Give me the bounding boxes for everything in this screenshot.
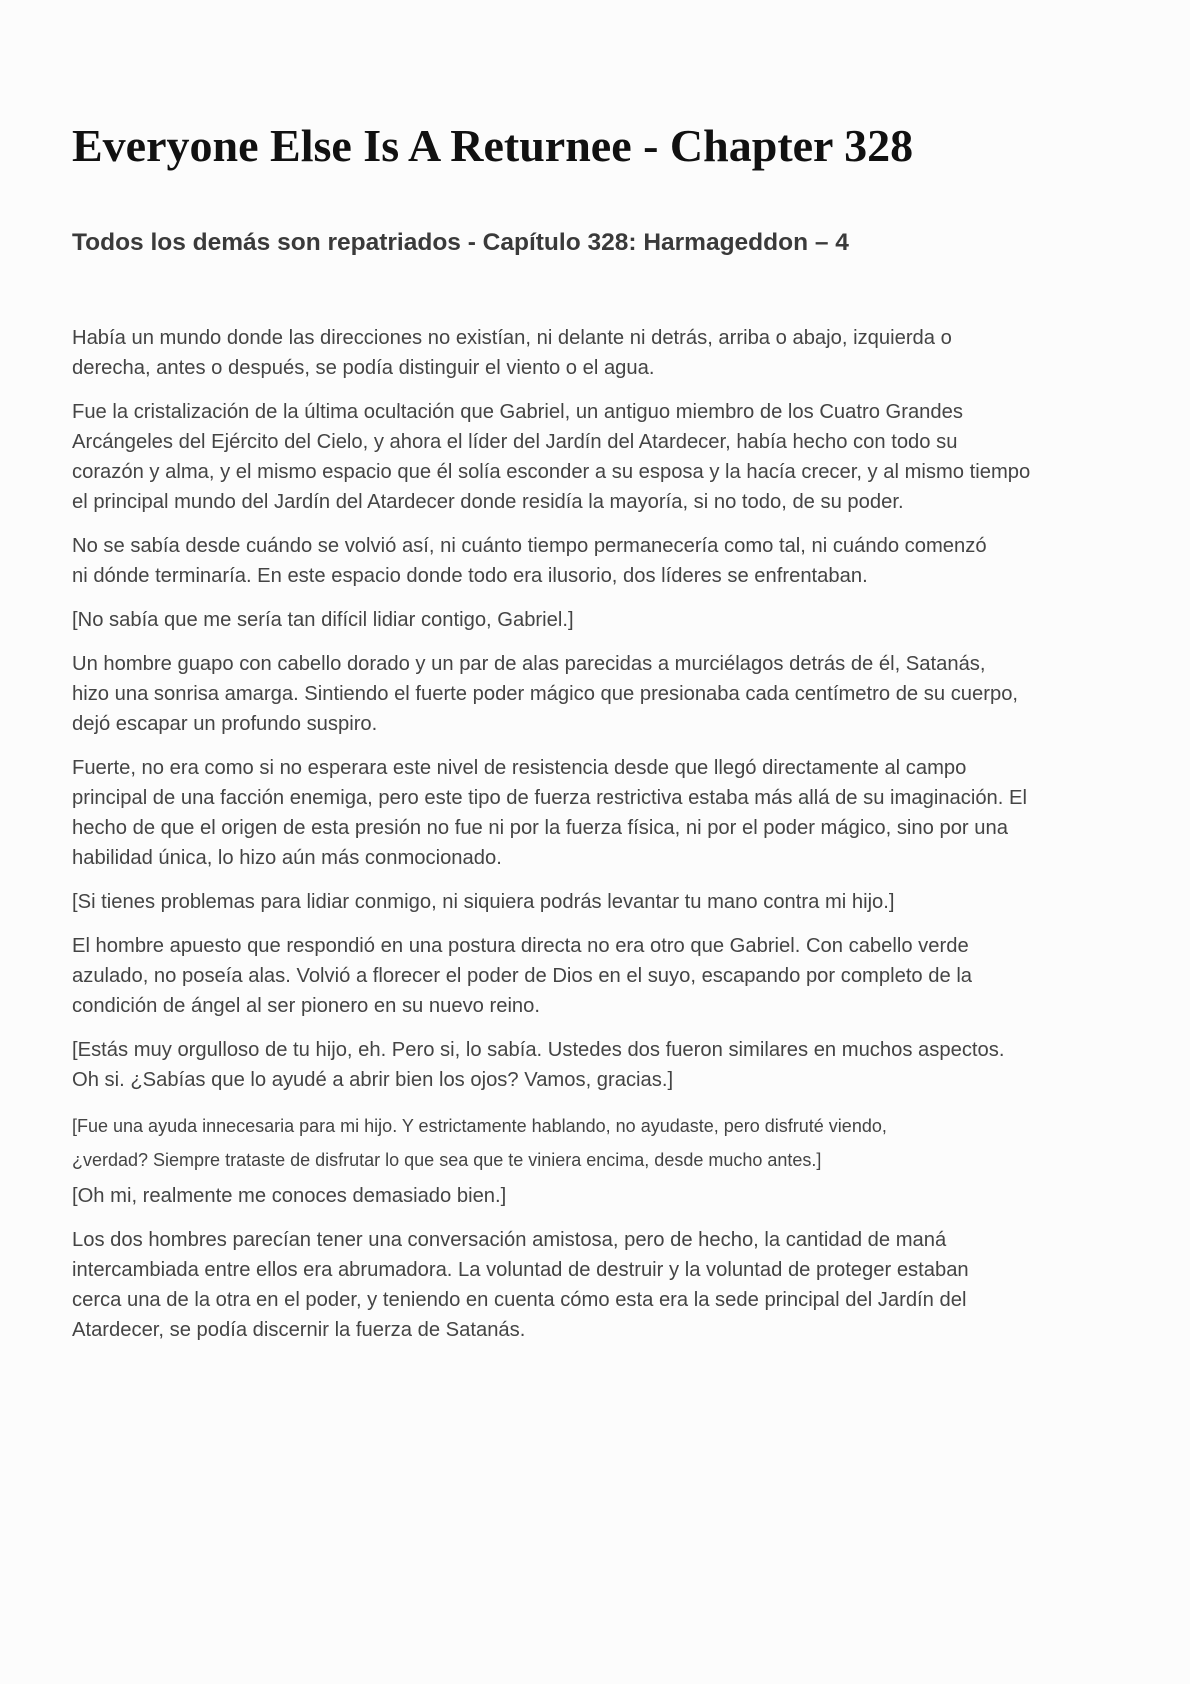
chapter-title: Everyone Else Is A Returnee - Chapter 328 (72, 120, 914, 171)
paragraph-line: principal de una facción enemiga, pero este tipo de fuerza restrictiva estaba más allá de su imaginación. El (72, 787, 1027, 809)
paragraph-line: [Fue una ayuda innecesaria para mi hijo. Y estrictamente hablando, no ayudaste, pero disfruté viendo, (72, 1116, 887, 1136)
paragraph-line: ¿verdad? Siempre trataste de disfrutar lo que sea que te viniera encima, desde mucho antes.] (72, 1150, 822, 1170)
paragraph-line: Oh si. ¿Sabías que lo ayudé a abrir bien los ojos? Vamos, gracias.] (72, 1069, 674, 1091)
paragraph (72, 397, 1130, 517)
paragraph-line: [Estás muy orgulloso de tu hijo, eh. Pero si, lo sabía. Ustedes dos fueron similares en muchos aspectos. (72, 1039, 1005, 1061)
paragraph-line: intercambiada entre ellos era abrumadora. La voluntad de destruir y la voluntad de proteger estaban (72, 1259, 969, 1281)
paragraph-line: hizo una sonrisa amarga. Sintiendo el fuerte poder mágico que presionaba cada centímetro de su cuerpo, (72, 683, 1019, 705)
paragraph (72, 753, 1130, 873)
paragraph-line: derecha, antes o después, se podía distinguir el viento o el agua. (72, 357, 655, 379)
paragraph-line: habilidad única, lo hizo aún más conmocionado. (72, 847, 502, 869)
paragraph-line: corazón y alma, y el mismo espacio que él solía esconder a su esposa y la hacía crecer, y al mismo tiempo (72, 461, 1031, 483)
paragraph-line: Un hombre guapo con cabello dorado y un par de alas parecidas a murciélagos detrás de él, Satanás, (72, 653, 986, 675)
paragraph (72, 1225, 1130, 1345)
paragraph (72, 1035, 1130, 1095)
paragraph-line: [Oh mi, realmente me conoces demasiado bien.] (72, 1185, 507, 1207)
paragraph-line: [No sabía que me sería tan difícil lidiar contigo, Gabriel.] (72, 609, 574, 631)
paragraph-line: Fuerte, no era como si no esperara este nivel de resistencia desde que llegó directamente al campo (72, 757, 967, 779)
paragraph-line: Los dos hombres parecían tener una conversación amistosa, pero de hecho, la cantidad de maná (72, 1229, 947, 1251)
paragraph (72, 1181, 1130, 1211)
paragraph-line: Fue la cristalización de la última ocultación que Gabriel, un antiguo miembro de los Cuatro Grandes (72, 401, 963, 423)
paragraph-line: el principal mundo del Jardín del Atardecer donde residía la mayoría, si no todo, de su poder. (72, 491, 904, 513)
chapter-subtitle: Todos los demás son repatriados - Capítulo 328: Harmageddon – 4 (72, 229, 849, 256)
paragraph (72, 605, 1130, 635)
chapter-body (72, 323, 1130, 1345)
paragraph-line: ni dónde terminaría. En este espacio donde todo era ilusorio, dos líderes se enfrentaban. (72, 565, 868, 587)
paragraph-line: No se sabía desde cuándo se volvió así, ni cuánto tiempo permanecería como tal, ni cuándo comenzó (72, 535, 987, 557)
paragraph-line: Atardecer, se podía discernir la fuerza de Satanás. (72, 1319, 526, 1341)
paragraph-line: El hombre apuesto que respondió en una postura directa no era otro que Gabriel. Con cabello verde (72, 935, 969, 957)
paragraph-line: [Si tienes problemas para lidiar conmigo, ni siquiera podrás levantar tu mano contra mi hijo.] (72, 891, 895, 913)
paragraph-line: dejó escapar un profundo suspiro. (72, 713, 378, 735)
paragraph-line: azulado, no poseía alas. Volvió a florecer el poder de Dios en el suyo, escapando por completo de la (72, 965, 973, 987)
paragraph-line: cerca una de la otra en el poder, y teniendo en cuenta cómo esta era la sede principal del Jardín del (72, 1289, 967, 1311)
paragraph (72, 931, 1130, 1021)
paragraph (72, 531, 1130, 591)
paragraph-line: Arcángeles del Ejército del Cielo, y ahora el líder del Jardín del Atardecer, había hecho con todo su (72, 431, 958, 453)
paragraph (72, 887, 1130, 917)
paragraph (72, 323, 1130, 383)
paragraph-line: Había un mundo donde las direcciones no existían, ni delante ni detrás, arriba o abajo, izquierda o (72, 327, 952, 349)
paragraph-line: hecho de que el origen de esta presión no fue ni por la fuerza física, ni por el poder mágico, sino por una (72, 817, 1008, 839)
paragraph-line: condición de ángel al ser pionero en su nuevo reino. (72, 995, 540, 1017)
paragraph (72, 1109, 1130, 1177)
paragraph (72, 649, 1130, 739)
